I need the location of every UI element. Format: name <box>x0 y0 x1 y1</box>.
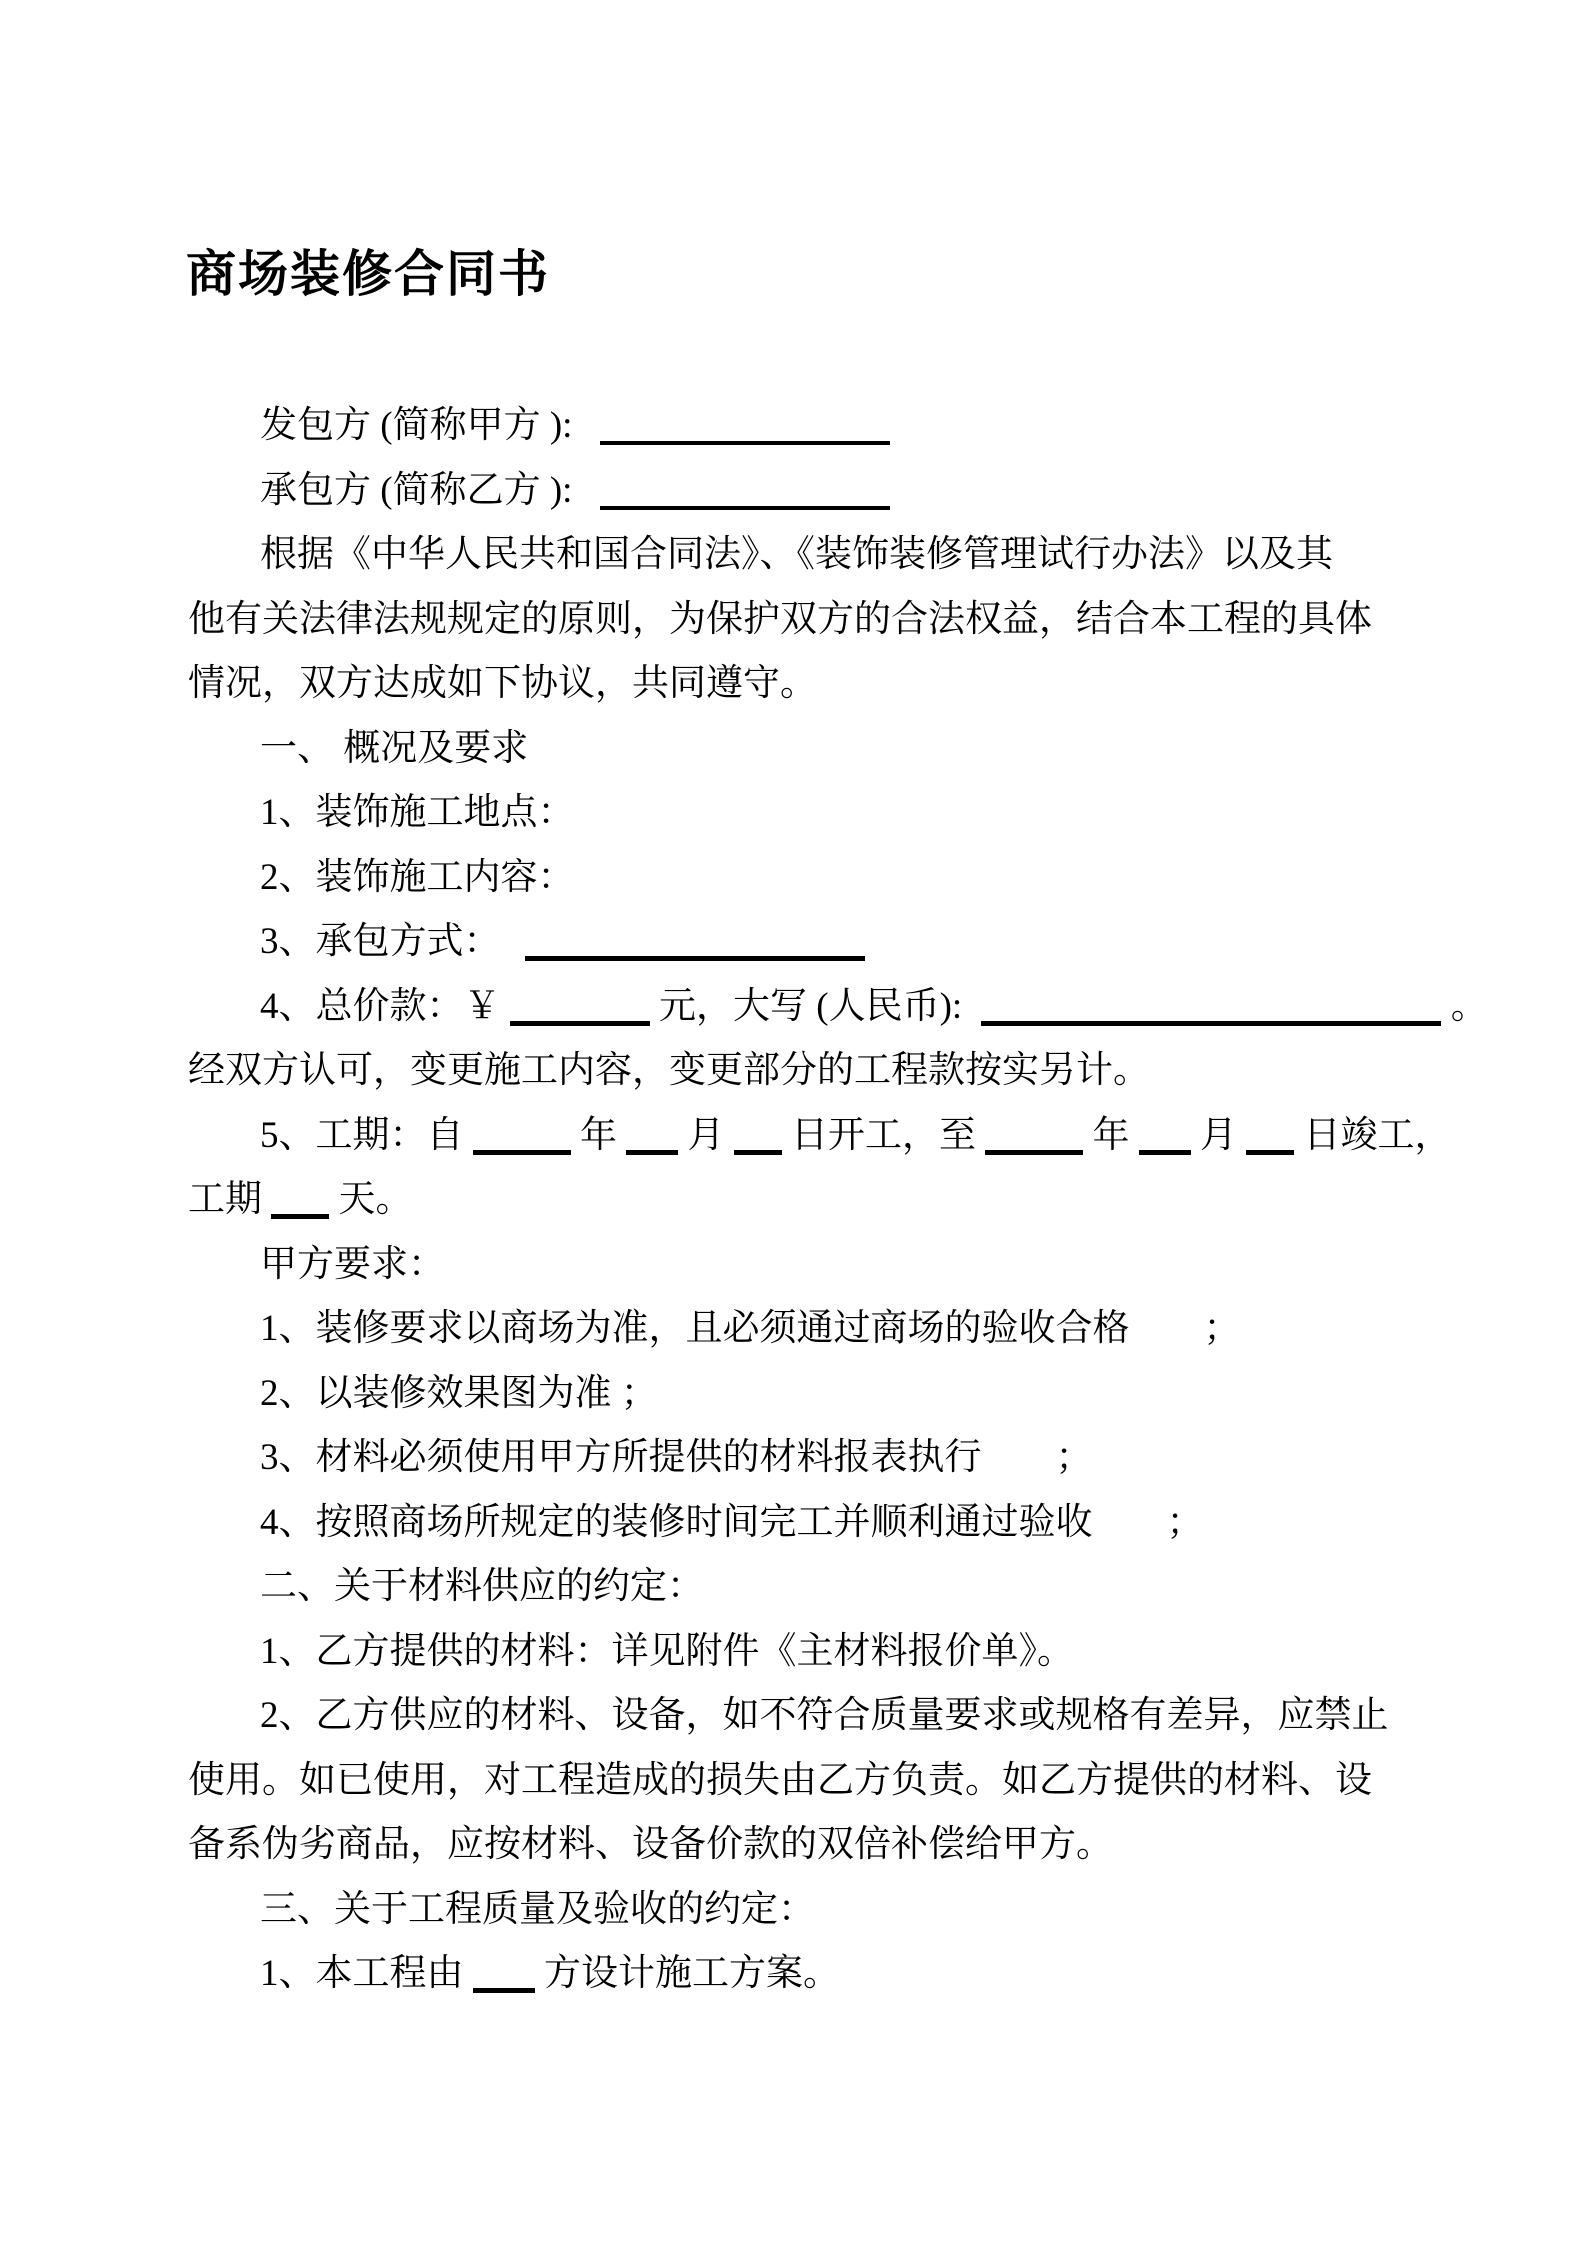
start-year-label: 年 <box>580 1114 617 1156</box>
party-b-line <box>188 459 1474 524</box>
preamble-line-2: 他有关法律法规规定的原则，为保护双方的合法权益，结合本工程的具体 <box>188 598 1372 640</box>
section1-heading: 一、 概况及要求 <box>260 727 529 769</box>
contract-method-blank <box>525 922 865 961</box>
party-a-blank <box>600 407 890 445</box>
section3-item1 <box>188 1942 1474 2007</box>
duration-days-suffix: 天。 <box>338 1179 413 1220</box>
preamble-line-3: 情况，双方达成如下协议，共同遵守。 <box>188 663 817 704</box>
end-month-blank <box>1139 1116 1191 1155</box>
design-by-label: 1、本工程由 <box>260 1953 464 1994</box>
price-words-label: 元，大写 (人民币): <box>659 985 963 1027</box>
start-day-label: 日开工，至 <box>791 1114 976 1156</box>
requirement-3: 3、材料必须使用甲方所提供的材料报表执行 ； <box>260 1437 1093 1478</box>
requirement-4: 4、按照商场所规定的装修时间完工并顺利通过验收 ； <box>260 1501 1204 1543</box>
section1-item5-cont <box>188 1168 1474 1233</box>
duration-days-blank <box>271 1180 329 1219</box>
end-month-label: 月 <box>1200 1114 1237 1156</box>
start-day-blank <box>734 1116 782 1155</box>
section1-item4 <box>188 975 1488 1040</box>
section2-item1: 1、乙方提供的材料：详见附件《主材料报价单》。 <box>260 1630 1074 1672</box>
section1-item2: 2、装饰施工内容： <box>260 856 575 898</box>
start-month-blank <box>626 1116 678 1155</box>
document-title: 商场装修合同书 <box>186 246 550 302</box>
section2-item2-line1: 2、乙方供应的材料、设备，如不符合质量要求或规格有差异，应禁止 <box>260 1695 1389 1736</box>
start-year-blank <box>473 1116 571 1155</box>
section1-item1: 1、装饰施工地点： <box>260 792 575 833</box>
start-month-label: 月 <box>687 1114 725 1156</box>
party-a-label: 发包方 (简称甲方 ): <box>260 405 573 446</box>
contract-method-label: 3、承包方式： <box>260 921 501 962</box>
document-body <box>188 394 1488 2007</box>
price-figures-blank <box>510 987 650 1026</box>
price-words-blank <box>981 987 1441 1026</box>
party-b-blank <box>600 472 890 510</box>
design-by-suffix: 方设计施工方案。 <box>544 1953 840 1994</box>
price-period: 。 <box>1450 985 1488 1027</box>
duration-days-label: 工期 <box>188 1179 262 1220</box>
total-price-label: 4、总价款：￥ <box>260 985 501 1027</box>
section2-item2-line3: 备系伪劣商品，应按材料、设备价款的双倍补偿给甲方。 <box>188 1824 1113 1865</box>
end-year-label: 年 <box>1092 1114 1130 1156</box>
section1-item4-note: 经双方认可，变更施工内容，变更部分的工程款按实另计。 <box>188 1050 1150 1091</box>
design-party-blank <box>473 1954 535 1993</box>
section3-heading: 三、关于工程质量及验收的约定： <box>260 1888 815 1930</box>
party-a-line <box>188 394 1474 459</box>
requirement-2: 2、以装修效果图为准 ； <box>260 1372 658 1414</box>
section1-item5 <box>188 1104 1474 1169</box>
end-day-blank <box>1246 1116 1294 1155</box>
end-year-blank <box>985 1116 1083 1155</box>
section2-item2-line2: 使用。如已使用，对工程造成的损失由乙方负责。如乙方提供的材料、设 <box>188 1759 1372 1801</box>
preamble-line-1: 根据《中华人民共和国合同法》、《装饰装修管理试行办法》以及其 <box>260 534 1333 575</box>
party-b-label: 承包方 (简称乙方 ): <box>260 469 573 511</box>
section2-heading: 二、关于材料供应的约定： <box>260 1566 704 1607</box>
end-day-label: 日竣工， <box>1303 1114 1452 1156</box>
section1-item3 <box>188 910 1474 975</box>
duration-label-start: 5、工期：自 <box>260 1114 464 1156</box>
requirement-1: 1、装修要求以商场为准，且必须通过商场的验收合格 ； <box>260 1308 1241 1349</box>
party-a-requirements-heading: 甲方要求： <box>260 1243 445 1285</box>
